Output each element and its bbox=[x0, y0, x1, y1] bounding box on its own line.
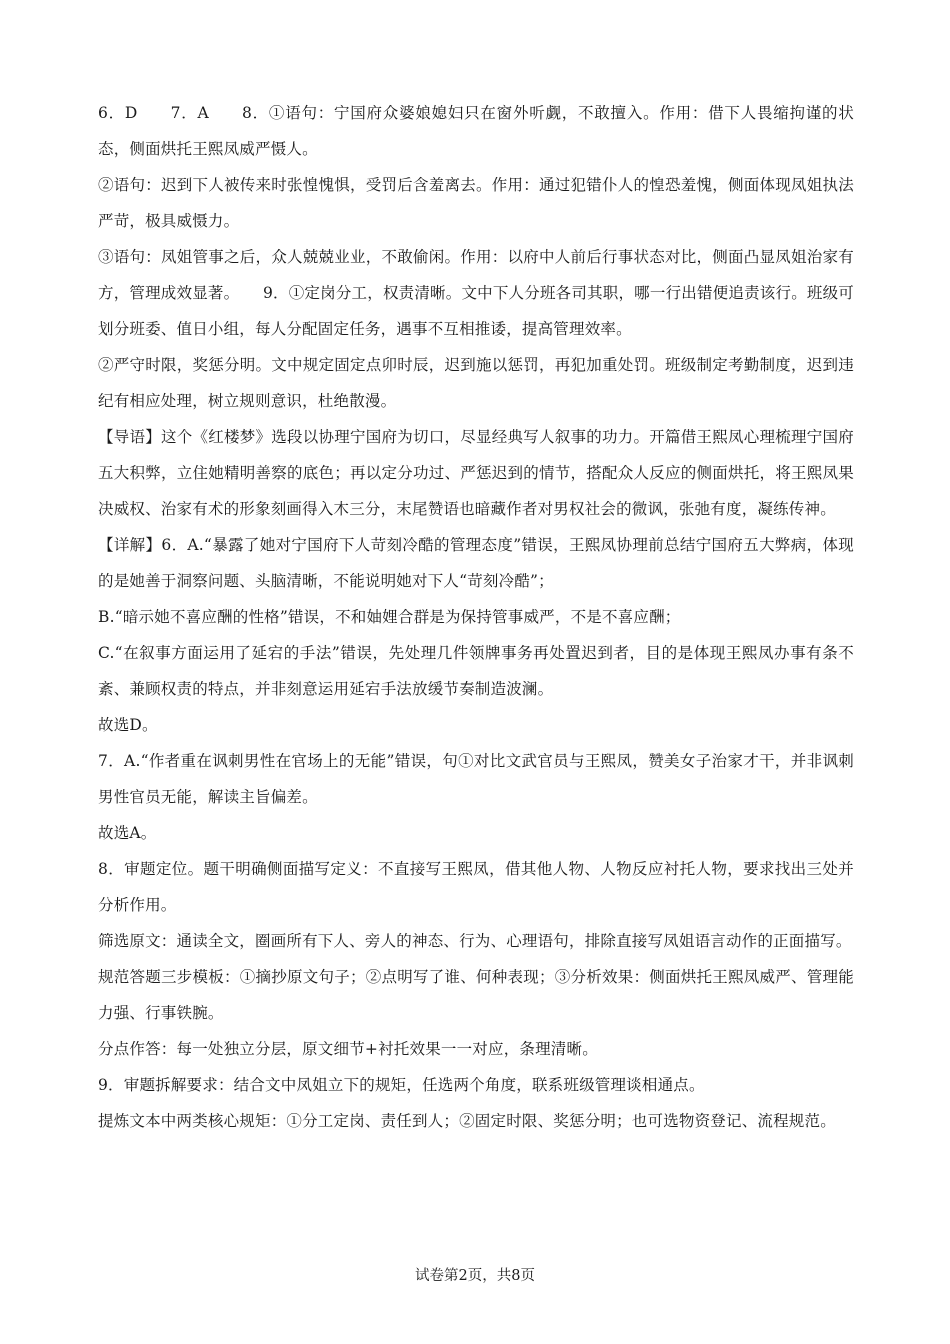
page-footer: 试卷第2页，共8页 bbox=[415, 1268, 535, 1284]
paragraph-detail-9-step-2: 提炼文本中两类核心规矩：①分工定岗、责任到人；②固定时限、奖惩分明；也可选物资登记、流程规范。 bbox=[98, 1112, 836, 1130]
paragraph-answer-8-item-3-and-9: ③语句：凤姐管事之后，众人兢兢业业，不敢偷闲。作用：以府中人前后行事状态对比，侧面凸显凤姐治家有方，管理成效显著。 9．①定岗分工，权责清晰。文中下人分班各司其职，哪一行出错便追责该行。班级可划分班委、值日小组，每人分配固定任务，遇事不互相推诿，提高管理效率。 bbox=[98, 248, 854, 338]
paragraph-detail-6a: 【详解】6．A.“暴露了她对宁国府下人苛刻冷酷的管理态度”错误，王熙凤协理前总结宁国府五大弊病，体现的是她善于洞察问题、头脑清晰，不能说明她对下人“苛刻冷酷”； bbox=[98, 536, 854, 590]
paragraph-detail-6b: B.“暗示她不喜应酬的性格”错误，不和妯娌合群是为保持管事威严，不是不喜应酬； bbox=[98, 608, 681, 626]
paragraph-detail-8-step-1: 8．审题定位。题干明确侧面描写定义：不直接写王熙凤，借其他人物、人物反应衬托人物，要求找出三处并分析作用。 bbox=[98, 860, 854, 914]
paragraph-answer-9-item-2: ②严守时限，奖惩分明。文中规定固定点卯时辰，迟到施以惩罚，再犯加重处罚。班级制定考勤制度，迟到违纪有相应处理，树立规则意识，杜绝散漫。 bbox=[98, 356, 854, 410]
paragraph-detail-9-step-1: 9．审题拆解要求：结合文中凤姐立下的规矩，任选两个角度，联系班级管理谈相通点。 bbox=[98, 1076, 705, 1094]
paragraph-choice-6: 故选D。 bbox=[98, 716, 158, 734]
paragraph-guide: 【导语】这个《红楼梦》选段以协理宁国府为切口，尽显经典写人叙事的功力。开篇借王熙凤心理梳理宁国府五大积弊，立住她精明善察的底色；再以定分功过、严惩迟到的情节，搭配众人反应的侧面烘托，将王熙凤果决威权、治家有术的形象刻画得入木三分，末尾赞语也暗藏作者对男权社会的微讽，张弛有度，凝练传神。 bbox=[98, 428, 854, 518]
paragraph-detail-8-step-4: 分点作答：每一处独立分层，原文细节+衬托效果一一对应，条理清晰。 bbox=[98, 1040, 598, 1058]
answer-content bbox=[98, 95, 854, 1139]
paragraph-detail-8-step-2: 筛选原文：通读全文，圈画所有下人、旁人的神态、行为、心理语句，排除直接写凤姐语言动作的正面描写。 bbox=[98, 932, 852, 950]
paragraph-choice-7: 故选A。 bbox=[98, 824, 157, 842]
paragraph-detail-7: 7．A.“作者重在讽刺男性在官场上的无能”错误，句①对比文武官员与王熙凤，赞美女子治家才干，并非讽刺男性官员无能，解读主旨偏差。 bbox=[98, 752, 854, 806]
paragraph-detail-6c: C.“在叙事方面运用了延宕的手法”错误，先处理几件领牌事务再处置迟到者，目的是体现王熙凤办事有条不紊、兼顾权责的特点，并非刻意运用延宕手法放缓节奏制造波澜。 bbox=[98, 644, 854, 698]
paragraph-answers-6-8: 6．D 7．A 8．①语句：宁国府众婆娘媳妇只在窗外听觑，不敢擅入。作用：借下人畏缩拘谨的状态，侧面烘托王熙凤威严慑人。 bbox=[98, 104, 854, 158]
paragraph-answer-8-item-2: ②语句：迟到下人被传来时张惶愧惧，受罚后含羞离去。作用：通过犯错仆人的惶恐羞愧，侧面体现凤姐执法严苛，极具威慑力。 bbox=[98, 176, 854, 230]
paragraph-detail-8-step-3: 规范答题三步模板：①摘抄原文句子；②点明写了谁、何种表现；③分析效果：侧面烘托王熙凤威严、管理能力强、行事铁腕。 bbox=[98, 968, 854, 1022]
